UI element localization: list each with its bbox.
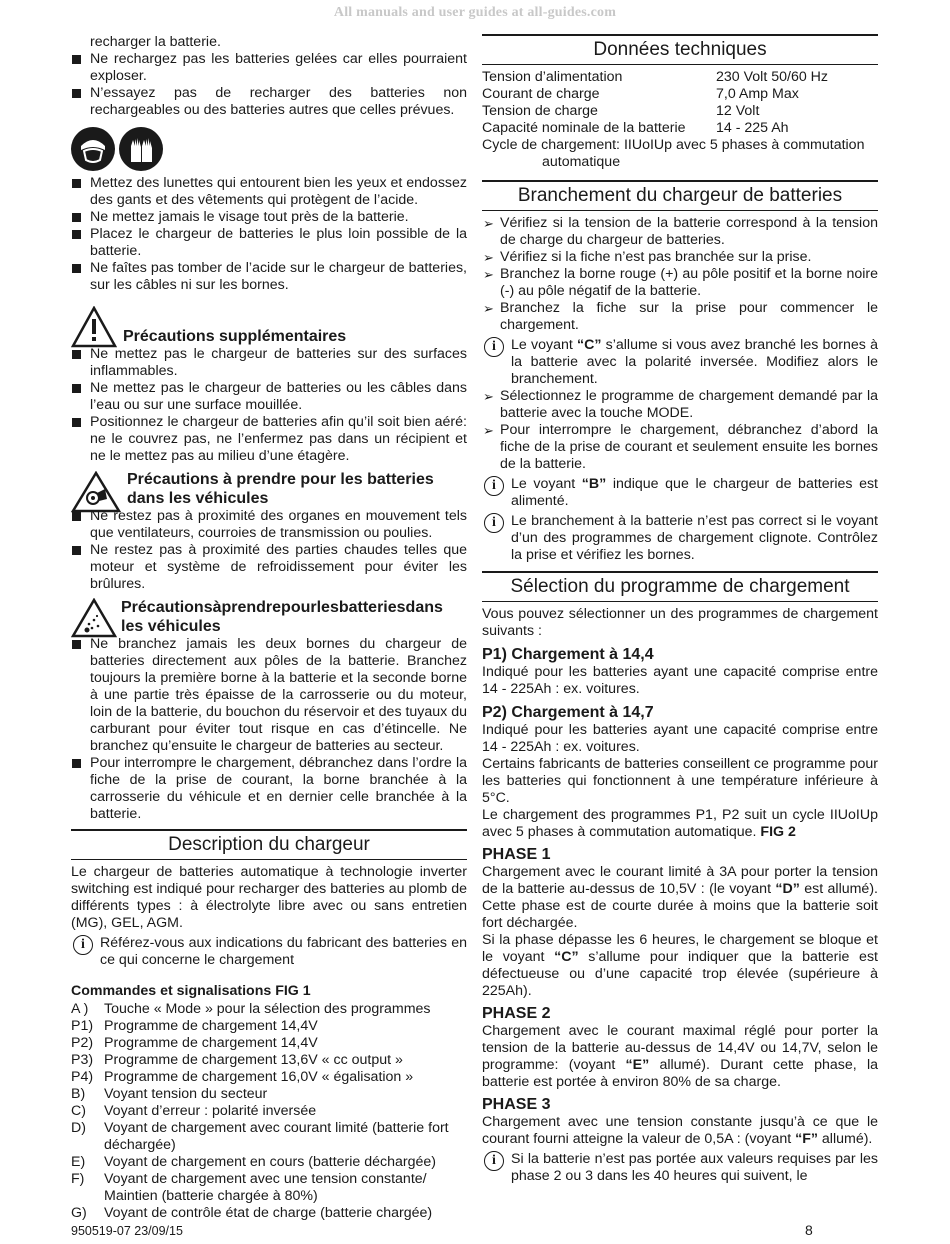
info-icon: i [73,935,93,955]
bullet-item: Ne faîtes pas tomber de l’acide sur le chargeur de batteries, sur les câbles ni sur les bornes. [71,260,467,294]
command-item [71,1171,467,1205]
step-item: ➢ Pour interrompre le chargement, débranchez d’abord la fiche de la prise de courant et seulement ensuite les bornes de la batterie. [483,422,878,472]
moving-parts-warning-icon [71,471,121,513]
section-heading-tech: Données techniques [482,34,878,65]
commands-heading: Commandes et signalisations FIG 1 [71,983,311,999]
command-key: F) [71,1171,85,1187]
bullet-item: Ne branchez jamais les deux bornes du chargeur de batteries directement aux pôles de la batterie. Branchez toujours la première borne à la batterie et la seconde borne à une partie très épaisse de la carrosserie ou du moteur, loin de la batterie, du bouchon du réservoir et des tuyaux du carburant pour éviter tout risque en cas d’étincelle. Ne branchez qu’ensuite le chargeur de batteries au secteur. [71,636,467,755]
command-item [71,1035,467,1052]
face-shield-icon [71,127,115,171]
command-key: E) [71,1154,86,1170]
command-item [71,1205,467,1222]
info-note: i Le branchement à la batterie n’est pas correct si le voyant d’un des programmes de chargement clignote. Contrôlez la prise et vérifiez les bornes. [482,513,878,564]
watermark: All manuals and user guides at all-guides.com [333,5,617,20]
commands-list [71,1001,467,1222]
command-key: P2) [71,1035,94,1051]
command-item [71,1120,467,1154]
info-note: i Si la batterie n’est pas portée aux valeurs requises par les phase 2 ou 3 dans les 40 heures qui suivent, le [482,1151,878,1185]
command-label: Voyant de chargement avec courant limité (batterie fort déchargée) [104,1120,449,1153]
command-key: P4) [71,1069,94,1085]
phase1-heading: PHASE 1 [482,846,551,863]
command-label: Voyant tension du secteur [104,1086,268,1102]
bullet-item: N’essayez pas de recharger des batteries non rechargeables ou des batteries autres que celles prévues. [71,85,467,119]
command-key: P1) [71,1018,94,1034]
ppe-icons [71,127,467,171]
bullet-item: Ne mettez pas le chargeur de batteries ou les câbles dans l’eau ou sur une surface mouillée. [71,380,467,414]
step-item: ➢ Vérifiez si la fiche n’est pas branchée sur la prise. [483,249,812,265]
phase1-text: Chargement avec le courant limité à 3A pour porter la tension de la batterie au-dessus de 10,5V : (le voyant “D” est allumé). Cette phase est de courte durée à moins que la batterie soit fort déchargée. [482,864,878,931]
info-note: i Le voyant “B” indique que le chargeur de batteries est alimenté. [482,476,878,510]
step-item: ➢ Branchez la borne rouge (+) au pôle positif et la borne noire (-) au pôle négatif de la batterie. [483,266,878,299]
command-label: Programme de chargement 14,4V [104,1018,318,1034]
command-item [71,1018,467,1035]
command-key: G) [71,1205,87,1221]
bullet-item: Ne mettez pas le chargeur de batteries sur des surfaces inflammables. [71,346,467,380]
command-label: Voyant de contrôle état de charge (batterie chargée) [104,1205,433,1221]
command-label: Voyant d’erreur : polarité inversée [104,1103,317,1119]
command-label: Programme de chargement 13,6V « cc output » [104,1052,403,1068]
bullet-item: Placez le chargeur de batteries le plus loin possible de la batterie. [71,226,467,260]
tech-cycle: Cycle de chargement: IIUoIUp avec 5 phases à commutation automatique [482,137,865,170]
info-note: i Le voyant “C” s’allume si vous avez branché les bornes à la batterie avec la polarité inversée. Modifiez alors le branchement. [482,337,878,388]
page-number: 8 [805,1222,813,1238]
warning-heading: Précautions à prendre pour les batteries dans les véhicules [71,470,467,508]
command-label: Programme de chargement 14,4V [104,1035,318,1051]
command-key: A ) [71,1001,89,1017]
phase2-heading: PHASE 2 [482,1005,551,1022]
program-p2-text: Indiqué pour les batteries ayant une capacité comprise entre 14 - 225Ah : ex. voitures. [482,722,878,755]
gloves-icon [119,127,163,171]
bullet-item: Ne restez pas à proximité des parties chaudes telles que moteur et système de refroidissement pour éviter les brûlures. [71,542,467,593]
bullet-item: Ne restez pas à proximité des organes en mouvement tels que ventilateurs, courroies de transmission ou poulies. [71,508,467,542]
right-column [482,34,878,1185]
phase3-heading: PHASE 3 [482,1096,551,1113]
command-key: B) [71,1086,86,1102]
command-item [71,1103,467,1120]
bullet-item: Ne mettez jamais le visage tout près de la batterie. [71,209,467,226]
warning-icon [71,306,117,348]
program-p1-text: Indiqué pour les batteries ayant une capacité comprise entre 14 - 225Ah : ex. voitures. [482,664,878,697]
step-item: ➢ Sélectionnez le programme de chargement demandé par la batterie avec la touche MODE. [483,388,878,421]
warning-heading: Précautionsàprendrepourlesbatteriesdans les véhicules [71,598,467,636]
phase3-text: Chargement avec une tension constante jusqu’à ce que le courant fourni atteigne la valeur de 0,5A : (voyant “F” allumé). [482,1114,878,1147]
command-label: Voyant de chargement en cours (batterie déchargée) [104,1154,437,1170]
explosion-warning-icon [71,598,117,638]
info-icon: i [484,1151,504,1171]
program-p2-note: Certains fabricants de batteries conseillent ce programme pour les batteries qui fonctionnent à une température inférieure à 5°C. [482,756,878,806]
command-item [71,1052,467,1069]
tech-table [482,69,878,137]
bullet-item: Positionnez le chargeur de batteries afin qu’il soit bien aéré: ne le couvrez pas, ne l’enfermez pas dans un récipient et ne le mettez pas au milieu d’une étagère. [71,414,467,465]
left-column [71,34,467,1222]
command-label: Voyant de chargement avec une tension constante/ Maintien (batterie chargée à 80%) [104,1171,427,1204]
bullet-item: Mettez des lunettes qui entourent bien les yeux et endossez des gants et des vêtements qui protègent de l’acide. [71,175,467,209]
command-item [71,1086,467,1103]
command-item [71,1069,467,1086]
table-row: Tension de charge 12 Volt [482,103,760,119]
phase2-text: Chargement avec le courant maximal réglé pour porter la tension de la batterie au-dessus de 14,4V ou 14,7V, selon le programme: (voyant “E” allumé). Durant cette phase, la batterie est portée à environ 80% de sa charge. [482,1023,878,1090]
table-row: Courant de charge 7,0 Amp Max [482,86,799,102]
description-text: Le chargeur de batteries automatique à technologie inverter switching est indiqué pour recharger des batteries au plomb de différents types : à électrolyte libre avec ou sans entretien (MG), GEL, AGM. [71,864,467,931]
program-p1-heading: P1) Chargement à 14,4 [482,646,654,663]
selection-intro: Vous pouvez sélectionner un des programmes de chargement suivants : [482,606,878,639]
table-row: Capacité nominale de la batterie 14 - 225 Ah [482,120,789,136]
continued-line: recharger la batterie. [90,34,221,50]
program-p2-heading: P2) Chargement à 14,7 [482,704,654,721]
command-item [71,1154,467,1171]
info-icon: i [484,476,504,496]
command-label: Programme de chargement 16,0V « égalisation » [104,1069,414,1085]
document-code: 950519-07 23/09/15 [71,1224,183,1238]
step-item: ➢ Branchez la fiche sur la prise pour commencer le chargement. [483,300,878,333]
command-item [71,1001,467,1018]
step-item: ➢ Vérifiez si la tension de la batterie correspond à la tension de charge du chargeur de batteries. [483,215,878,248]
table-row: Tension d’alimentation 230 Volt 50/60 Hz [482,69,829,85]
command-key: D) [71,1120,86,1136]
command-key: C) [71,1103,86,1119]
program-cycle-note: Le chargement des programmes P1, P2 suit un cycle IIUoIUp avec 5 phases à commutation automatique. FIG 2 [482,807,878,840]
section-heading-description: Description du chargeur [71,829,467,860]
warning-heading: Précautions supplémentaires [71,306,467,346]
command-label: Touche « Mode » pour la sélection des programmes [104,1001,431,1017]
section-heading-connection: Branchement du chargeur de batteries [482,180,878,211]
info-icon: i [484,337,504,357]
section-heading-selection: Sélection du programme de chargement [482,571,878,602]
info-note: i Référez-vous aux indications du fabricant des batteries en ce qui concerne le chargement [71,935,467,969]
bullet-item: Ne rechargez pas les batteries gelées car elles pourraient exploser. [71,51,467,85]
phase1-text-2: Si la phase dépasse les 6 heures, le chargement se bloque et le voyant “C” s’allume pour indiquer que la batterie est défectueuse ou d’une capacité trop élevée (supérieure à 225Ah). [482,932,878,999]
info-icon: i [484,513,504,533]
command-key: P3) [71,1052,94,1068]
bullet-item: Pour interrompre le chargement, débranchez dans l’ordre la fiche de la prise de courant, la borne branchée à la carrosserie du véhicule et en dernier celle branchée à la batterie. [71,755,467,823]
